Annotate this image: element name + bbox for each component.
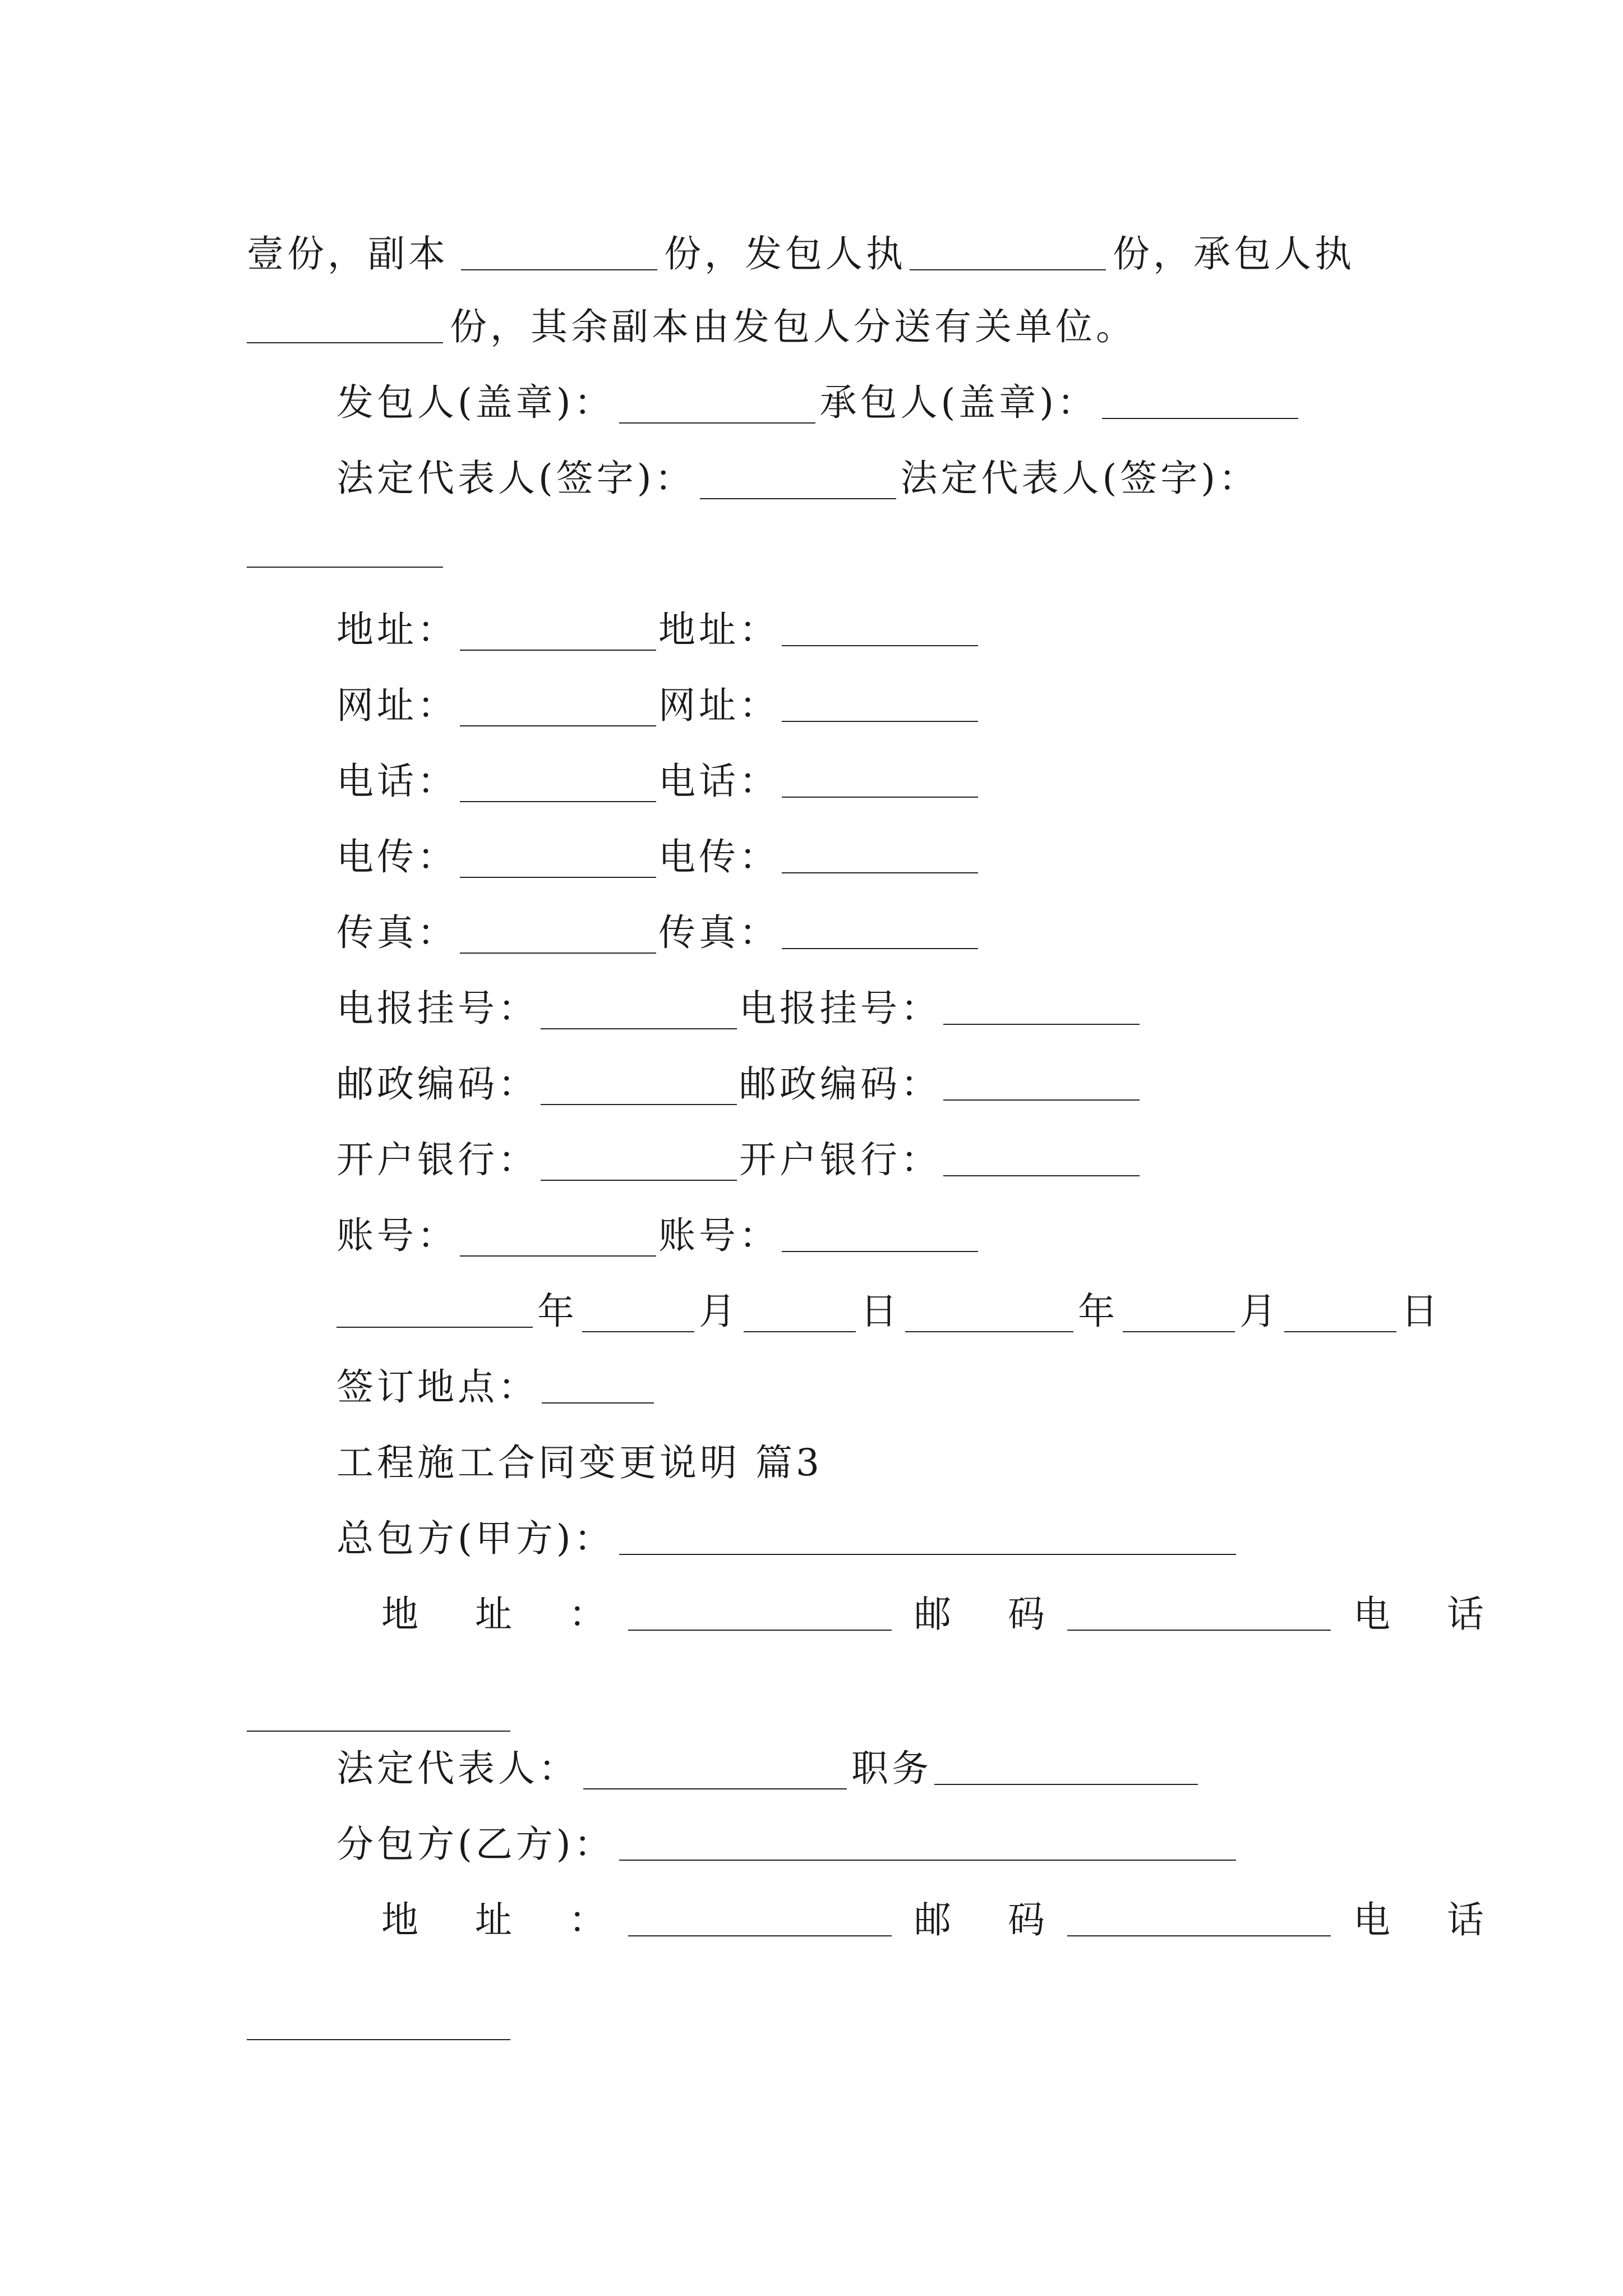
party-a-blank[interactable] xyxy=(619,1554,1236,1555)
contractor-seal-blank[interactable] xyxy=(1102,418,1298,419)
party-a-rep-line xyxy=(336,1728,1198,1789)
field-blank-a[interactable] xyxy=(460,1255,656,1257)
party-a-postcode-label: 邮 码 xyxy=(914,1593,1067,1636)
field-blank-a[interactable] xyxy=(460,801,656,802)
party-a-legal-rep-label: 法定代表人： xyxy=(336,1747,579,1790)
party-a-phone-label: 电 话 xyxy=(1353,1593,1506,1636)
party-b-postcode-blank[interactable] xyxy=(1067,1935,1331,1936)
field-label-a: 电话： xyxy=(336,760,458,803)
field-label-b: 电传： xyxy=(658,835,780,878)
day-blank-a[interactable] xyxy=(744,1331,856,1332)
field-blank-a[interactable] xyxy=(460,650,656,651)
field-label-b: 电报挂号： xyxy=(739,987,941,1030)
party-a-address-blank[interactable] xyxy=(628,1630,892,1631)
month-blank-a[interactable] xyxy=(582,1331,694,1332)
employer-seal-label: 发包人(盖章)： xyxy=(336,381,615,424)
field-blank-b[interactable] xyxy=(943,1175,1140,1176)
party-b-phone-label: 电 话 xyxy=(1353,1898,1506,1941)
copies-text-line2: 份，其余副本由发包人分送有关单位。 xyxy=(450,305,1136,348)
field-blank-b[interactable] xyxy=(782,872,978,873)
legal-rep-blank-a[interactable] xyxy=(700,498,896,499)
copies-blank-3[interactable] xyxy=(247,342,443,343)
field-row xyxy=(336,816,978,878)
field-label-a: 账号： xyxy=(336,1214,458,1257)
field-label-a: 电传： xyxy=(336,835,458,878)
legal-rep-label-b: 法定代表人(签字)： xyxy=(900,457,1259,500)
field-label-b: 电话： xyxy=(658,760,780,803)
copies-line-1 xyxy=(247,213,1355,275)
contractor-seal-label: 承包人(盖章)： xyxy=(819,381,1098,424)
month-label-b: 月 xyxy=(1239,1290,1280,1333)
field-blank-a[interactable] xyxy=(541,1104,737,1105)
field-blank-a[interactable] xyxy=(541,1180,737,1181)
field-blank-a[interactable] xyxy=(460,877,656,878)
sign-place-blank[interactable] xyxy=(542,1402,654,1404)
party-b-address-line xyxy=(381,1879,1506,1941)
field-blank-b[interactable] xyxy=(782,1251,978,1252)
party-a-position-blank[interactable] xyxy=(934,1784,1198,1785)
field-row xyxy=(336,1043,1140,1105)
day-label-b: 日 xyxy=(1401,1290,1441,1333)
section-title-line xyxy=(336,1422,823,1484)
field-label-a: 电报挂号： xyxy=(336,987,538,1030)
copies-blank-2[interactable] xyxy=(910,269,1106,270)
field-label-a: 开户银行： xyxy=(336,1138,538,1181)
party-b-postcode-label: 邮 码 xyxy=(914,1898,1067,1941)
legal-rep-line xyxy=(336,438,1259,499)
party-a-line xyxy=(336,1498,1236,1559)
day-blank-b[interactable] xyxy=(1284,1331,1396,1332)
field-blank-b[interactable] xyxy=(782,797,978,798)
employer-seal-blank[interactable] xyxy=(619,422,815,424)
copies-line-2 xyxy=(247,286,1136,348)
year-blank-b[interactable] xyxy=(905,1331,1073,1332)
field-blank-b[interactable] xyxy=(943,1024,1140,1025)
field-row xyxy=(336,740,978,802)
year-label-a: 年 xyxy=(537,1290,578,1333)
field-label-a: 邮政编码： xyxy=(336,1062,538,1106)
party-a-legal-rep-blank[interactable] xyxy=(583,1788,847,1789)
field-blank-a[interactable] xyxy=(541,1028,737,1029)
field-blank-b[interactable] xyxy=(782,645,978,646)
legal-rep-label-a: 法定代表人(签字)： xyxy=(336,457,695,500)
party-a-address-label: 地 址 ： xyxy=(381,1593,628,1636)
field-row xyxy=(336,968,1140,1029)
party-a-postcode-blank[interactable] xyxy=(1067,1630,1331,1631)
field-blank-b[interactable] xyxy=(943,1099,1140,1101)
party-b-label: 分包方(乙方)： xyxy=(336,1823,615,1866)
field-label-b: 开户银行： xyxy=(739,1138,941,1181)
field-row xyxy=(336,1195,978,1257)
field-label-b: 网址： xyxy=(658,684,780,727)
sign-place-line xyxy=(336,1346,654,1408)
field-blank-a[interactable] xyxy=(460,953,656,954)
party-b-phone-blank[interactable] xyxy=(247,2039,510,2040)
sign-place-label: 签订地点： xyxy=(336,1365,538,1409)
field-label-b: 邮政编码： xyxy=(739,1062,941,1106)
field-row xyxy=(336,589,978,651)
field-label-a: 地址： xyxy=(336,608,458,651)
field-row xyxy=(336,892,978,954)
copies-text-a: 壹份，副本 xyxy=(247,232,449,275)
legal-rep-blank-b[interactable] xyxy=(247,567,443,568)
copies-text-c: 份，承包人执 xyxy=(1113,232,1355,275)
field-label-b: 地址： xyxy=(658,608,780,651)
day-label-a: 日 xyxy=(860,1290,901,1333)
field-blank-b[interactable] xyxy=(782,948,978,949)
party-b-address-label: 地 址 ： xyxy=(381,1898,628,1941)
field-label-b: 账号： xyxy=(658,1214,780,1257)
field-blank-b[interactable] xyxy=(782,721,978,722)
seal-line xyxy=(336,362,1298,424)
section-title: 工程施工合同变更说明 篇3 xyxy=(336,1441,823,1484)
party-b-address-blank[interactable] xyxy=(628,1935,892,1936)
field-row xyxy=(336,1119,1140,1181)
year-label-b: 年 xyxy=(1078,1290,1118,1333)
field-row xyxy=(336,665,978,726)
month-blank-b[interactable] xyxy=(1123,1331,1235,1332)
party-a-label: 总包方(甲方)： xyxy=(336,1517,615,1560)
field-label-b: 传真： xyxy=(658,911,780,954)
field-blank-a[interactable] xyxy=(460,725,656,726)
year-blank-a[interactable] xyxy=(336,1327,533,1328)
copies-text-b: 份，发包人执 xyxy=(664,232,906,275)
party-b-line xyxy=(336,1803,1236,1865)
date-line xyxy=(336,1271,1441,1332)
field-label-a: 传真： xyxy=(336,911,458,954)
month-label-a: 月 xyxy=(699,1290,739,1333)
party-a-address-line xyxy=(381,1573,1506,1635)
field-label-a: 网址： xyxy=(336,684,458,727)
party-a-position-label: 职务 xyxy=(851,1747,932,1790)
copies-blank-1[interactable] xyxy=(461,269,657,270)
party-b-blank[interactable] xyxy=(619,1860,1236,1861)
